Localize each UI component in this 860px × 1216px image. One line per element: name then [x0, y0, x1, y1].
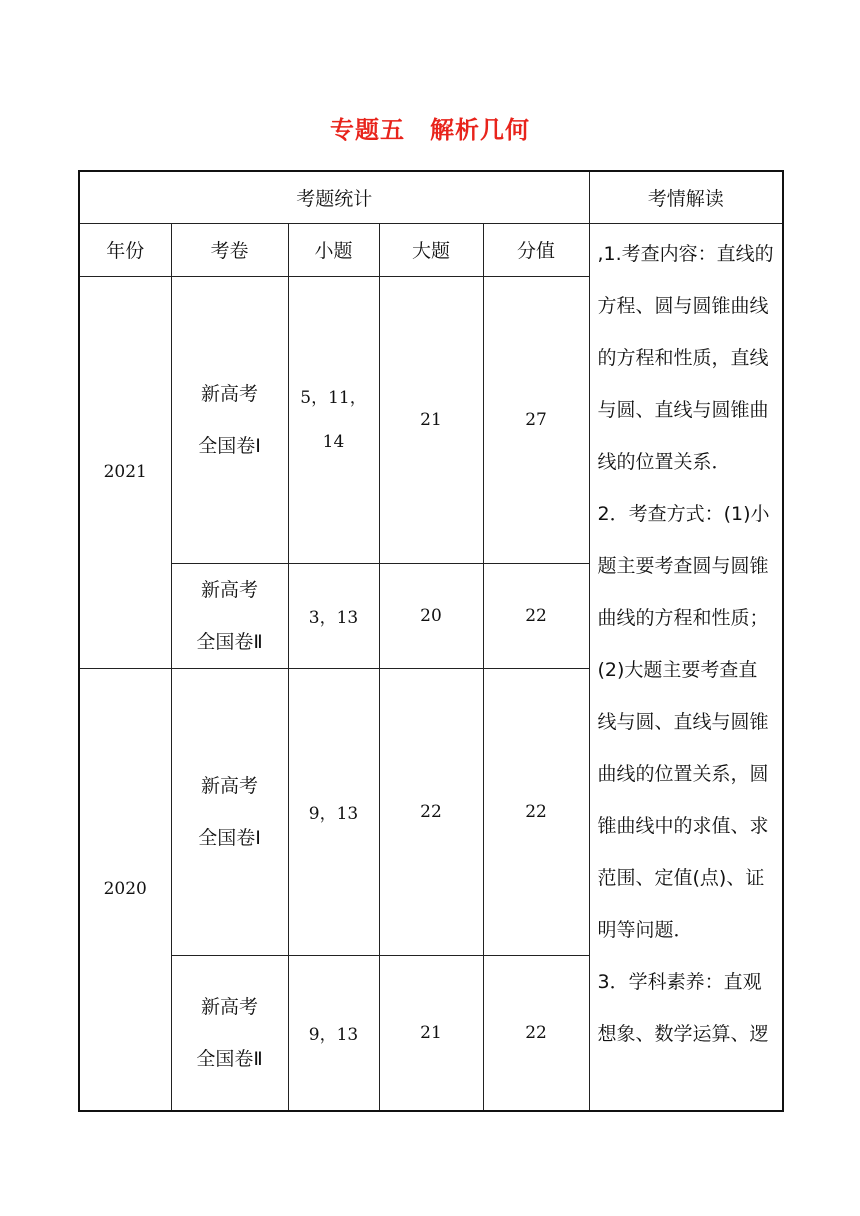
year-cell: 2021 — [79, 276, 171, 668]
analysis-paragraph: ,1.考查内容：直线的方程、圆与圆锥曲线的方程和性质，直线与圆、直线与圆锥曲线的位置关系． — [597, 242, 774, 473]
big-questions-cell: 21 — [379, 276, 483, 563]
small-questions-cell: 9，13 — [288, 955, 379, 1111]
small-line: 5，11， — [300, 387, 367, 408]
big-questions-cell: 21 — [379, 955, 483, 1111]
column-header-small: 小题 — [288, 223, 379, 276]
analysis-cell — [589, 223, 783, 1111]
paper-cell — [171, 563, 288, 668]
analysis-paragraph: 3．学科素养：直观想象、数学运算、逻 — [597, 970, 769, 1045]
paper-line: 全国卷Ⅰ — [198, 434, 261, 457]
paper-line: 新高考 — [200, 382, 258, 405]
big-questions-cell: 22 — [379, 668, 483, 955]
stats-header: 考题统计 — [79, 171, 589, 223]
analysis-header: 考情解读 — [589, 171, 783, 223]
paper-line: 新高考 — [200, 774, 258, 797]
small-questions-cell: 3，13 — [288, 563, 379, 668]
paper-line: 全国卷Ⅰ — [198, 826, 261, 849]
small-questions-cell: 9，13 — [288, 668, 379, 955]
paper-cell — [171, 276, 288, 563]
paper-line: 新高考 — [200, 995, 258, 1018]
paper-line: 新高考 — [200, 578, 258, 601]
column-header-year: 年份 — [79, 223, 171, 276]
column-header-big: 大题 — [379, 223, 483, 276]
paper-line: 全国卷Ⅱ — [196, 1047, 263, 1070]
page-title: 专题五 解析几何 — [330, 116, 530, 144]
big-questions-cell: 20 — [379, 563, 483, 668]
analysis-paragraph: 2．考查方式：(1)小题主要考查圆与圆锥曲线的方程和性质； — [597, 502, 770, 629]
column-header-score: 分值 — [483, 223, 589, 276]
score-cell: 27 — [483, 276, 589, 563]
analysis-paragraph: (2)大题主要考查直线与圆、直线与圆锥曲线的位置关系，圆锥曲线中的求值、求范围、定值(点)、证明等问题． — [597, 658, 769, 941]
column-header-paper: 考卷 — [171, 223, 288, 276]
paper-line: 全国卷Ⅱ — [196, 630, 263, 653]
paper-cell — [171, 955, 288, 1111]
score-cell: 22 — [483, 563, 589, 668]
paper-cell — [171, 668, 288, 955]
score-cell: 22 — [483, 955, 589, 1111]
year-cell: 2020 — [79, 668, 171, 1111]
exam-stats-table — [78, 170, 784, 1112]
small-line: 14 — [322, 431, 345, 452]
small-questions-cell — [288, 276, 379, 563]
score-cell: 22 — [483, 668, 589, 955]
